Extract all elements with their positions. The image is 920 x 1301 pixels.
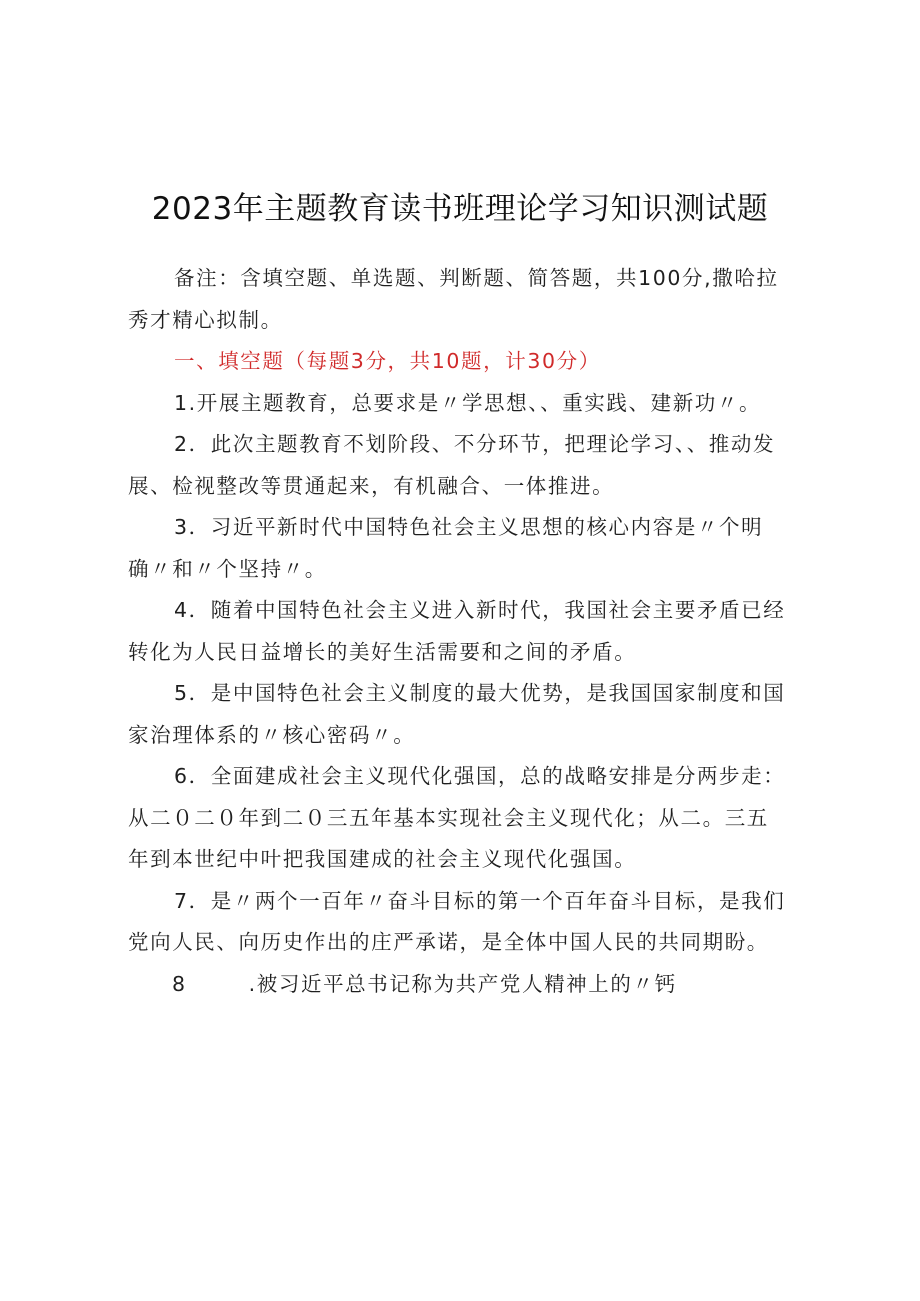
question-6-line-3: 年到本世纪中叶把我国建成的社会主义现代化强国。 [128, 847, 637, 871]
question-3-line-1: 3．习近平新时代中国特色社会主义思想的核心内容是〃个明 [174, 515, 764, 539]
question-2 [128, 424, 810, 507]
question-7-line-1: 7．是〃两个一百年〃奋斗目标的第一个百年奋斗目标，是我们 [174, 888, 786, 913]
question-3-line-2: 确〃和〃个坚持〃。 [128, 556, 327, 581]
question-5-line-1: 5．是中国特色社会主义制度的最大优势，是我国国家制度和国 [174, 681, 786, 705]
document-title: 2023年主题教育读书班理论学习知识测试题 [151, 190, 769, 227]
question-6-line-2: 从二０二０年到二０三五年基本实现社会主义现代化；从二。三五 [128, 805, 769, 830]
question-4-line-2: 转化为人民日益增长的美好生活需要和之间的矛盾。 [128, 639, 637, 664]
document-body [128, 258, 810, 1005]
note-line-2: 秀才精心拟制。 [128, 307, 283, 332]
question-8 [128, 964, 810, 1006]
note-line-1: 备注：含填空题、单选题、判断题、简答题，共100分,撒哈拉 [174, 266, 779, 290]
question-7-line-2: 党向人民、向历史作出的庄严承诺，是全体中国人民的共同期盼。 [128, 930, 769, 954]
question-1 [128, 383, 810, 425]
question-2-line-1: 2．此次主题教育不划阶段、不分环节，把理论学习、、推动发 [174, 432, 776, 456]
question-6-line-1: 6．全面建成社会主义现代化强国，总的战略安排是分两步走： [174, 764, 786, 788]
question-3 [128, 507, 810, 590]
question-4 [128, 590, 810, 673]
question-4-line-1: 4．随着中国特色社会主义进入新时代，我国社会主要矛盾已经 [174, 598, 786, 622]
question-7 [128, 881, 810, 964]
question-8-text: .被习近平总书记称为共产党人精神上的〃钙 [248, 971, 677, 996]
question-5 [128, 673, 810, 756]
question-8-number: 8 [172, 971, 187, 996]
section-1-heading [128, 341, 810, 383]
note-paragraph [128, 258, 810, 341]
question-1-line-1: 1.开展主题教育，总要求是〃学思想、、重实践、建新功〃。 [174, 390, 762, 415]
question-8-line-1 [128, 964, 810, 1006]
question-6 [128, 756, 810, 881]
section-1-heading-text: 一、填空题（每题3分，共10题，计30分） [174, 349, 601, 373]
question-5-line-2: 家治理体系的〃核心密码〃。 [128, 722, 416, 747]
question-2-line-2: 展、检视整改等贯通起来，有机融合、一体推进。 [128, 473, 615, 498]
